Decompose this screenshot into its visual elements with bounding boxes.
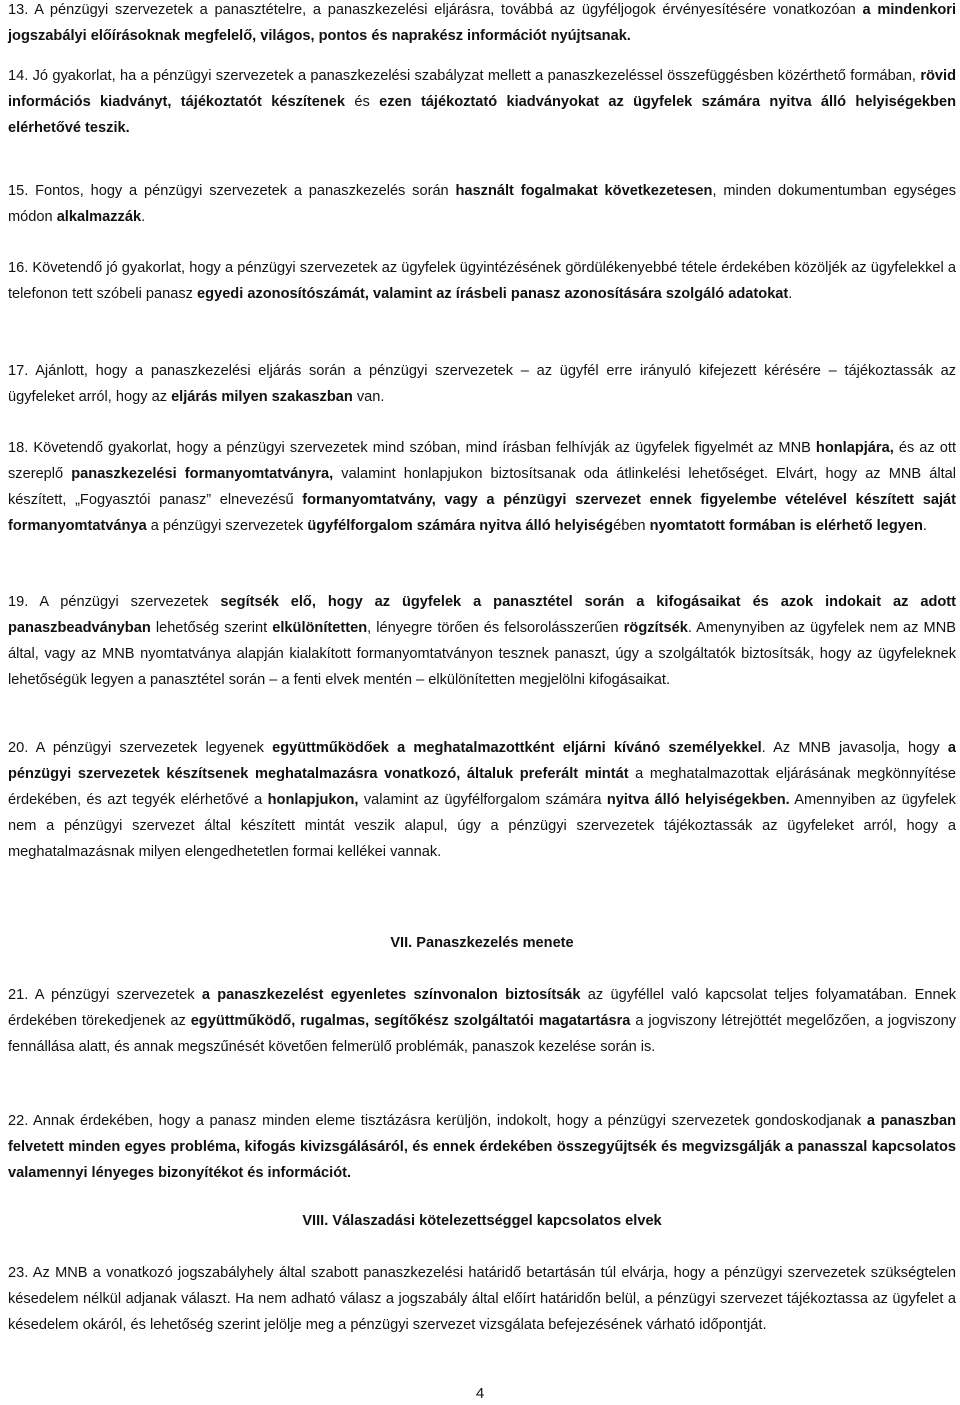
- text-run: ében: [613, 518, 650, 534]
- bold-text-run: panaszkezelési formanyomtatványra,: [71, 466, 334, 482]
- text-run: és: [345, 94, 380, 110]
- bold-text-run: nyitva álló helyiségekben.: [606, 792, 790, 808]
- bold-text-run: a pénzügyi szervezetek készítsenek meghatalmazásra vonatkozó, általuk preferált mintát: [8, 740, 956, 782]
- paragraph-19: [8, 589, 956, 693]
- paragraph-13: [8, 0, 956, 49]
- text-run: van.: [352, 389, 385, 405]
- text-run: 17. Ajánlott, hogy a panaszkezelési eljárás során a pénzügyi szervezetek – az ügyfél erre irányuló kifejezett kérésére – tájékoztassák az ügyfeleket arról, hogy az: [8, 363, 956, 405]
- text-run: a pénzügyi szervezetek: [146, 518, 308, 534]
- text-run: 20. A pénzügyi szervezetek legyenek: [8, 740, 273, 756]
- bold-text-run: honlapjára,: [815, 440, 894, 456]
- bold-text-run: segítsék elő, hogy az ügyfelek a panasztétel során a kifogásaikat és azok indokait az adott panaszbeadványban: [8, 594, 956, 636]
- text-run: . Az MNB javasolja, hogy: [761, 740, 948, 756]
- bold-text-run: eljárás milyen szakaszban: [171, 389, 353, 405]
- text-run: 23. Az MNB a vonatkozó jogszabályhely által szabott panaszkezelési határidő betartásán túl elvárja, hogy a pénzügyi szervezetek szükségtelen késedelem nélkül adjanak választ. Ha nem adható válasz a jogszabály által előírt határidőn belül, a pénzügyi szervezet tájékoztassa az ügyfelet a késedelem okáról, és lehetőség szerint jelölje meg a pénzügyi szervezet vizsgálata befejezésének várható időpontját.: [8, 1265, 956, 1333]
- paragraph-18: [8, 435, 956, 539]
- paragraph-20: [8, 735, 956, 865]
- text-run: 14. Jó gyakorlat, ha a pénzügyi szervezetek a panaszkezelési szabályzat mellett a panaszkezeléssel összefüggésben közérthető formában,: [8, 68, 921, 84]
- bold-text-run: rögzítsék: [623, 620, 688, 636]
- section-heading-vii: VII. Panaszkezelés menete: [390, 935, 574, 951]
- text-run: a meghatalmazottak eljárásának megkönnyítése érdekében, és azt tegyék elérhetővé a: [8, 766, 956, 808]
- bold-text-run: alkalmazzák: [56, 209, 142, 225]
- paragraph-21: [8, 982, 956, 1060]
- text-run: , lényegre törően és felsorolásszerűen: [367, 620, 624, 636]
- text-run: valamint honlapjukon biztosítsanak oda átlinkelési lehetőséget. Elvárt, hogy az MNB által készített, „Fogyasztói panasz” elnevezésű: [8, 466, 956, 508]
- text-run: 13. A pénzügyi szervezetek a panasztételre, a panaszkezelési eljárásra, továbbá az ügyféljogok érvényesítésére vonatkozóan: [8, 2, 863, 18]
- text-run: 19. A pénzügyi szervezetek: [8, 594, 221, 610]
- bold-text-run: elkülönítetten: [272, 620, 368, 636]
- text-run: .: [141, 209, 146, 225]
- bold-text-run: ügyfélforgalom számára nyitva álló helyiség: [307, 518, 614, 534]
- text-run: 21. A pénzügyi szervezetek: [8, 987, 202, 1003]
- text-run: 15. Fontos, hogy a pénzügyi szervezetek a panaszkezelés során: [8, 183, 456, 199]
- text-run: az ügyféllel való kapcsolat teljes folyamatában. Ennek érdekében törekedjenek az: [8, 987, 957, 1029]
- text-run: a jogviszony létrejöttét megelőzően, a jogviszony fennállása alatt, és annak megszűnését követően felmerülő problémák, panaszok kezelése során is.: [8, 1013, 956, 1055]
- text-run: .: [922, 518, 927, 534]
- text-run: 18. Követendő gyakorlat, hogy a pénzügyi szervezetek mind szóban, mind írásban felhívják az ügyfelek figyelmét az MNB: [8, 440, 816, 456]
- text-run: valamint az ügyfélforgalom számára: [358, 792, 607, 808]
- bold-text-run: nyomtatott formában is elérhető legyen: [649, 518, 923, 534]
- bold-text-run: a panaszban felvetett minden egyes probléma, kifogás kivizsgálásáról, és ennek érdekében összegyűjtsék és megvizsgálják a panasszal kapcsolatos valamennyi lényeges bizonyítékot és információt.: [8, 1113, 956, 1181]
- text-run: lehetőség szerint: [150, 620, 273, 636]
- bold-text-run: együttműködőek a meghatalmazottként eljárni kívánó személyekkel: [272, 740, 762, 756]
- bold-text-run: rövid információs kiadványt, tájékoztatót készítenek: [8, 68, 956, 110]
- text-run: . Amenynyiben az ügyfelek nem az MNB által, vagy az MNB nyomtatványa alapján kialakított formanyomtatványon tesznek panaszt, úgy a szolgáltatók biztosítsák, hogy az ügyfeleknek lehetőségük legyen a panasztétel során – a fenti elvek mentén – elkülönítetten megjelölni kifogásaikat.: [8, 620, 956, 688]
- text-run: 16. Követendő jó gyakorlat, hogy a pénzügyi szervezetek az ügyfelek ügyintézésének gördülékenyebbé tétele érdekében közöljék az ügyfelekkel a telefonon tett szóbeli panasz: [8, 260, 956, 302]
- bold-text-run: a panaszkezelést egyenletes színvonalon biztosítsák: [201, 987, 581, 1003]
- bold-text-run: a mindenkori jogszabályi előírásoknak megfelelő, világos, pontos és naprakész információt nyújtsanak.: [8, 2, 957, 44]
- paragraph-22: [8, 1108, 956, 1186]
- text-run: , minden dokumentumban egységes módon: [8, 183, 957, 225]
- text-run: és az ott szereplő: [8, 440, 956, 482]
- bold-text-run: formanyomtatvány, vagy a pénzügyi szervezet ennek figyelembe vételével készített saját formanyomtatványa: [8, 492, 956, 534]
- bold-text-run: honlapjukon,: [267, 792, 359, 808]
- bold-text-run: együttműködő, rugalmas, segítőkész szolgáltatói magatartásra: [190, 1013, 631, 1029]
- page-number: 4: [475, 1385, 485, 1402]
- bold-text-run: ezen tájékoztató kiadványokat az ügyfelek számára nyitva álló helyiségekben elérhetővé teszik.: [8, 94, 956, 136]
- paragraph-17: [8, 358, 956, 410]
- bold-text-run: egyedi azonosítószámát, valamint az írásbeli panasz azonosítására szolgáló adatokat: [197, 286, 789, 302]
- paragraph-15: [8, 178, 956, 230]
- text-run: Amennyiben az ügyfelek nem a pénzügyi szervezet által készített mintát veszik alapul, úgy a pénzügyi szervezetek tájékoztassák az ügyfeleket arról, hogy a meghatalmazásnak milyen elengedhetetlen formai kellékei vannak.: [8, 792, 956, 860]
- bold-text-run: használt fogalmakat következetesen: [455, 183, 713, 199]
- text-run: .: [788, 286, 793, 302]
- paragraph-14: [8, 63, 956, 141]
- paragraph-16: [8, 255, 956, 307]
- paragraph-23: [8, 1260, 956, 1338]
- text-run: 22. Annak érdekében, hogy a panasz minden eleme tisztázásra kerüljön, indokolt, hogy a pénzügyi szervezetek gondoskodjanak: [8, 1113, 867, 1129]
- section-heading-viii: VIII. Válaszadási kötelezettséggel kapcsolatos elvek: [302, 1213, 662, 1229]
